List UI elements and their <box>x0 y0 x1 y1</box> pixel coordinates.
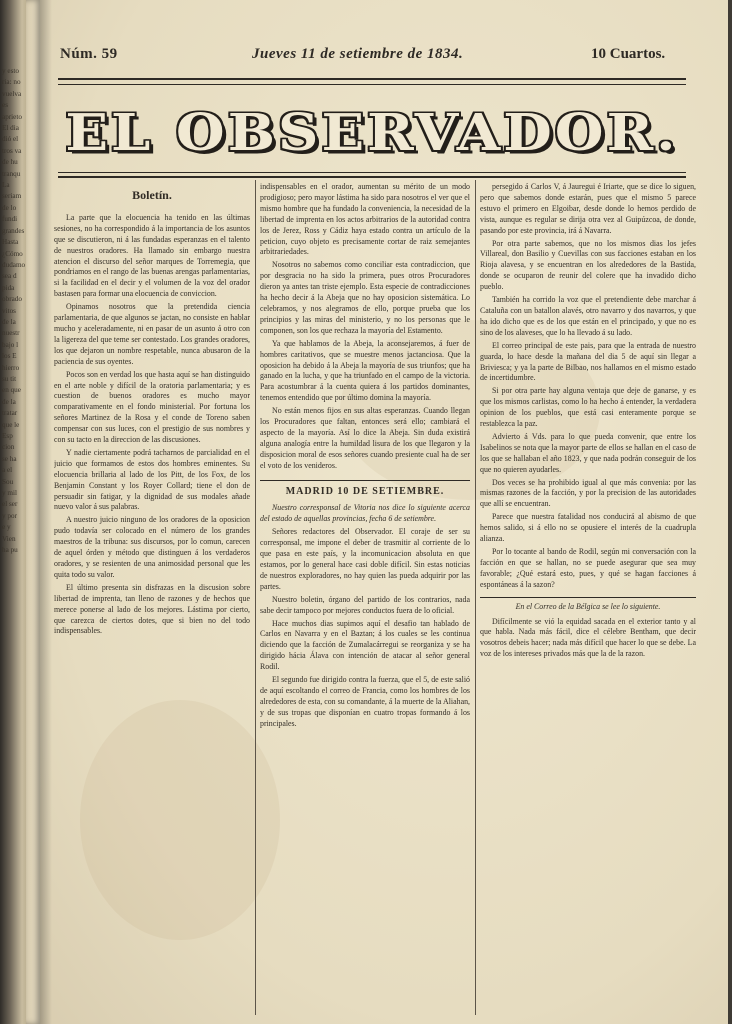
madrid-intro: Nuestro corresponsal de Vitoria nos dice lo siguiente acerca del estado de aquellas provincias, fecha 6 de setiembre. <box>260 503 470 524</box>
fragment-line: de hu <box>2 158 18 167</box>
fragment-line: el ser <box>2 500 18 509</box>
fragment-line: grandes <box>2 226 25 235</box>
paragraph: Parece que nuestra fatalidad nos conducirá al abismo de que hemos salido, si á ello no se opusiere el interés de la cuadrupla alianza. <box>480 512 696 544</box>
fragment-line: vitos <box>2 306 16 315</box>
fragment-line: El dia <box>2 124 19 133</box>
page-fold-shadow <box>40 0 52 1024</box>
fragment-line: tros va <box>2 146 22 155</box>
fragment-line: Vien <box>2 534 16 543</box>
paragraph: El segundo fue dirigido contra la fuerza, que el 5, de este salió de aquí escoltando el correo de Francia, como los hombres de los alrededores de esta, con su comandante, á la muerte de la Aliahan, y de sus tropas que disponían en cuatro tropas formando á los principales. <box>260 675 470 728</box>
fragment-line: obrado <box>2 295 22 304</box>
column-1 <box>54 182 250 1012</box>
paragraph: Nuestro boletin, órgano del partido de los contrarios, nada sabe decir tampoco por mejores conductos fuera de lo oficial. <box>260 594 470 615</box>
column-2 <box>260 182 470 1012</box>
newspaper-page <box>40 0 728 1024</box>
paragraph: Advierto á Vds. para lo que pueda convenir, que entre los Isabelinos se nota que la mayor parte de ellos se hallan en el caso de los que se hallaban el año 1823, y que nada podrán conseguir de los que no quieren ayudarles. <box>480 431 696 474</box>
paragraph: Señores redactores del Observador. El coraje de ser su corresponsal, me impone el deber de trasmitir al corriente de lo que pasa en este país, y la incomunicacion absoluta en que estamos, por lo general hace casi doble difícil. Sin estas noticias de nuestros exploradores, no hay quien las pueda adquirir por las partes. <box>260 527 470 591</box>
fragment-line: los E <box>2 352 17 361</box>
fragment-line: ¿Cómo <box>2 249 23 258</box>
header-rule-top <box>58 78 686 80</box>
fragment-line: La <box>2 181 10 190</box>
newspaper-title: EL OBSERVADOR. <box>65 103 679 163</box>
paragraph: Hace muchos dias supimos aquí el desafio tan hablado de Carlos en Navarra y en el Baztan; á los cuales se les continua diciendo que la facción de Zumalacárregui se reorganiza y se ha dirigido hácia Álava con intención de atacar al señor general Rodil. <box>260 618 470 672</box>
facing-page-text-fragments <box>2 66 28 556</box>
paragraph: El correo principal de este pais, para que la entrada de nuestro guarda, lo hace desde la mañana del dia 5 de aquí sin llegar a Briviesca; y ya la parte de Bilbao, nos hallamos en el mismo estado de incertidumbre. <box>480 340 696 383</box>
column-1-body <box>54 213 250 637</box>
fragment-line: cion <box>2 443 15 452</box>
header-rule-thin <box>58 84 686 85</box>
fragment-line: y mil <box>2 489 17 498</box>
paragraph: Por lo tocante al bando de Rodil, según mi conversación con la facción en que se hallan, no se puede asegurar que sea muy favorable; ¿Qué estará esto, pues, y qué se hagan facciones á espontáneas á la sazon? <box>480 547 696 589</box>
fragment-line: dudamo <box>2 260 26 269</box>
fragment-line: en que <box>2 386 21 395</box>
fragment-line: hierro <box>2 363 20 372</box>
fragment-line: dió el <box>2 135 19 144</box>
fragment-line: su tit <box>2 374 17 383</box>
paragraph: La parte que la elocuencia ha tenido en las últimas sesiones, no ha correspondido á la importancia de los asuntos que se discutieron, ni á las fundadas esperanzas en el talento de nuestros oradores. Ha llamado sin embargo nuestra atencion el discurso del señor marques de Torremegia, que pondriamos en el rango de las buenas arengas parlamentarias, si la facilidad en el decir y el volumen de la voz del orador bastasen para formar una elocuencia de conviccion. <box>54 212 250 299</box>
right-edge <box>728 0 732 1024</box>
column-3-body <box>480 182 696 591</box>
paragraph: Dos veces se ha prohibido igual al que más convenia: por las mismas razones de la facción, y por la precision de las autoridades que allí se encuentran. <box>480 477 696 509</box>
paragraph: Opinamos nosotros que la pretendida ciencia parlamentaria, de que algunos se jactan, no consiste en hablar mucho y aceleradamente, ni en pasar de un asunto á otro con la ligereza del que teme ser contestado. Los grandes oradores, los que dejaron un nombre respetable, nunca abusaron de la paciencia de sus oyentes. <box>54 302 250 366</box>
fragment-line: nuestr <box>2 329 20 338</box>
madrid-body <box>260 527 470 729</box>
fragment-line: tranqu <box>2 169 21 178</box>
paragraph: persegido á Carlos V, á Jauregui é Iriarte, que se dice lo siguen, pero que sabemos donde estarán, pues que el mismo 5 parece estuvo el primero en Elgoibar, desde donde lo hemos perdido de vista, aunque es regular se dirija otra vez al Guipúzcoa, de donde, pasando por este provincia, irá á Navarra. <box>480 182 696 235</box>
issue-number: Núm. 59 <box>60 46 118 62</box>
paragraph: Pocos son en verdad los que hasta aquí se han distinguido en el arte noble y difícil de la oratoria parlamentaria; y es cuestion de buenos oradores es mucho mayor comparativamente en el fondo ministerial. Por fortuna los señores Martinez de la Rosa y el conde de Toreno saben compensar con sus luces, con el prestigio de sus nombres y con su tacto en la direccion de las discusiones. <box>54 369 250 445</box>
fragment-line: es <box>2 101 8 110</box>
column-2-body <box>260 182 470 472</box>
paragraph: Difícilmente se vió la equidad sacada en el exterior tanto y al que habla. Nada más fácil, dice el célebre Bentham, que decir vosotros debeis hacer; nada más difícil que hacer lo que se debe. La voz de los intereses privados más que la de la razon. <box>480 616 696 659</box>
masthead-rule-bottom <box>58 176 686 178</box>
masthead-rule-thin <box>58 172 686 173</box>
fragment-line: y por <box>2 511 17 520</box>
fragment-line: de la <box>2 317 16 326</box>
paragraph: Si por otra parte hay alguna ventaja que deje de ganarse, y es que los mismos carlistas, como lo ha hecho á entender, la verdadera opinion de los pueblos, que está casi enteramente porque se restablezca la paz. <box>480 386 696 429</box>
fragment-line: sea d <box>2 272 17 281</box>
column-divider-2 <box>475 180 476 1015</box>
fragment-line: fundi <box>2 215 18 224</box>
fragment-line: Sou <box>2 477 14 486</box>
facing-page-edge <box>26 0 40 1024</box>
fragment-line: a el <box>2 466 13 475</box>
paragraph: indispensables en el orador, aumentan su mérito de un modo prodigioso; pero mayor lástima ha sido para nosotros el ver que el mismo hombre que ha fundado la conveniencia, la necesidad de la libertad de imprenta en los actos arbitrarios de la autoridad contra los de Jerez, Ross y Cádiz haya estado contra un artículo de la peticion, cuyo objeto es precisamente cortar de raiz semejantes arbitrariedades. <box>260 182 470 257</box>
fragment-line: que le <box>2 420 20 429</box>
fragment-line: seriam <box>2 192 22 201</box>
paragraph: No están menos fijos en sus altas esperanzas. Cuando llegan los Procuradores que faltan, entonces será ello; cambiará el aspecto de la mayoría. Así lo dice la Abeja. Sin duda existirá alguna analogía entre la humildad lisura de los que llegaron y la disposicion moral de esos señores cuando presiente cual ha de ser el voto de los venideros. <box>260 406 470 470</box>
paragraph: A nuestro juicio ninguno de los oradores de la oposicion pudo todavía ser colocado en el número de los grandes maestros de la tribuna: sus discursos, por lo comun, carecen de aquel órden y método que distinguen á los verdaderos oradores, y se resienten de una animosidad personal que les quita todo su valor. <box>54 515 250 579</box>
fragment-line: de lo <box>2 203 17 212</box>
fragment-line: bajo l <box>2 340 19 349</box>
correo-body <box>480 617 696 661</box>
paragraph: El último presenta sin disfrazas en la discusion sobre libertad de imprenta, tan lleno de razones y de hechos que merece ponerse al lado de los mejores. Lástima por cierto, que carezca de ciertos dotes, que si bien no del todo indispensables. <box>54 582 250 636</box>
paragraph: Y nadie ciertamente podrá tacharnos de parcialidad en el juicio que formamos de estos dos hombres eminentes. Su elocuencia brillaria al lado de los Pitt, de los Fox, de los Benjamin Constant y los Royer Collard; tiene el don de persuadir sin fatigar, y la dignidad de sus modales añade nuevo valor á sus palabras. <box>54 447 250 512</box>
paragraph: También ha corrido la voz que el pretendiente debe marchar á Cataluña con un batallon alavés, otro navarro y dos navarros, y que ha ido dicho que es de los que están en el principado, y que no es sino de los alaveses, que lo ha llevado á su lado. <box>480 295 696 337</box>
fragment-line: Esp <box>2 432 13 440</box>
fragment-line: se ha <box>2 454 17 463</box>
fragment-line: vuelva <box>2 89 22 98</box>
fragment-line: tratar <box>2 409 18 418</box>
fragment-line: y esto <box>2 67 19 75</box>
fragment-line: Hasta <box>2 238 19 247</box>
column-divider-1 <box>255 180 256 1015</box>
fragment-line: e y <box>2 523 11 532</box>
column-3 <box>480 182 696 1012</box>
paragraph: Por otra parte sabemos, que no los mismos dias los jefes Villareal, don Basilio y Cuevillas con sus facciones estaban en los Rioja alavesa, y se encuentran en los alrededores de la Bastida, donde se ocuparon de reunir del colere que ha invadido dicho pueblo. <box>480 238 696 292</box>
correo-heading: En el Correo de la Bélgica se lee lo siguiente. <box>480 597 696 613</box>
paragraph: Nosotros no sabemos como conciliar esta contradiccion, que por desgracia no ha sido la primera, pues otros Procuradores dieron ya antes tan triste ejemplo. Esta especie de contradicciones ha hecho decir á la Abeja que no hay oposicion sistemática. Lo celebramos, y nos alegramos de ello, porque prueba que los principios y las miras del ministerio, y no los personas que le componen, son los que rechaza la mayoría del Estamento. <box>260 260 470 335</box>
madrid-heading: MADRID 10 DE SETIEMBRE. <box>260 480 470 498</box>
fragment-line: pida <box>2 283 15 292</box>
fragment-line: ria: no <box>2 78 21 87</box>
masthead <box>54 94 690 172</box>
fragment-line: de la <box>2 397 16 406</box>
boletin-heading: Boletín. <box>132 188 172 202</box>
issue-price: 10 Cuartos. <box>591 46 666 62</box>
paragraph: Ya que hablamos de la Abeja, la aconsejaremos, á fuer de hombres caritativos, que se muestre menos jactanciosa. Que la oposicion ha debido á la Abeja la mayoría de sus triunfos; que ha ganado en la lucha, y que ha triunfado en el campo de la victoria. Para acostumbrar á la cuenta quiera á los partidos dominantes, tenemos entendido que por último domina la mayoría. <box>260 338 470 403</box>
issue-date: Jueves 11 de setiembre de 1834. <box>252 46 464 62</box>
fragment-line: ha pu <box>2 546 18 555</box>
fragment-line: aprieto <box>2 112 22 121</box>
